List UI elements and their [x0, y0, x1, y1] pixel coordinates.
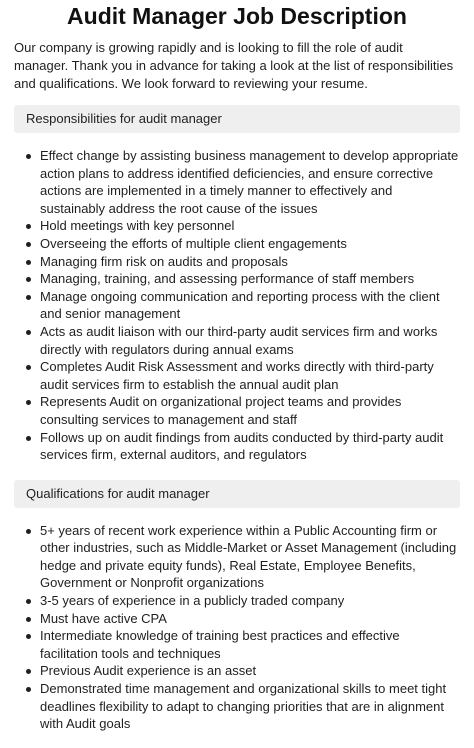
list-item: Overseeing the efforts of multiple client engagements — [40, 235, 460, 253]
list-item: Acts as audit liaison with our third-party audit services firm and works directly with regulators during annual exams — [40, 323, 460, 358]
list-item: Hold meetings with key personnel — [40, 217, 460, 235]
list-item: Follows up on audit findings from audits conducted by third-party audit services firm, external auditors, and regulators — [40, 429, 460, 464]
list-item: Intermediate knowledge of training best practices and effective facilitation tools and techniques — [40, 627, 460, 662]
list-item: Previous Audit experience is an asset — [40, 662, 460, 680]
page-title: Audit Manager Job Description — [67, 3, 407, 29]
list-item: 5+ years of recent work experience within a Public Accounting firm or other industries, such as Middle-Market or Asset Management (including hedge and private equity funds), Real Estate, Employee Benefits, Government or Nonprofit organizations — [40, 522, 460, 592]
list-item: Completes Audit Risk Assessment and works directly with third-party audit services firm to establish the annual audit plan — [40, 358, 460, 393]
list-item: Effect change by assisting business management to develop appropriate action plans to address identified deficiencies, and ensure corrective actions are implemented in a timely manner to effectively and sustainably address the root cause of the issues — [40, 148, 459, 216]
responsibilities-header: Responsibilities for audit manager — [14, 105, 460, 133]
list-item: Managing firm risk on audits and proposals — [40, 253, 460, 271]
list-item: Demonstrated time management and organizational skills to meet tight deadlines flexibility to adapt to changing priorities that are in alignment with Audit goals — [40, 680, 460, 733]
list-item: Must have active CPA — [40, 610, 460, 628]
intro-paragraph: Our company is growing rapidly and is looking to fill the role of audit manager. Thank you in advance for taking a look at the list of responsibilities and qualifications. We look forward to reviewing your resume. — [14, 40, 454, 91]
responsibilities-list — [14, 147, 460, 464]
list-item: Manage ongoing communication and reporting process with the client and senior management — [40, 288, 460, 323]
qualifications-list — [14, 522, 460, 733]
list-item: 3-5 years of experience in a publicly traded company — [40, 592, 460, 610]
qualifications-header: Qualifications for audit manager — [14, 480, 460, 508]
list-item: Managing, training, and assessing performance of staff members — [40, 270, 460, 288]
list-item: Represents Audit on organizational project teams and provides consulting services to management and staff — [40, 393, 460, 428]
